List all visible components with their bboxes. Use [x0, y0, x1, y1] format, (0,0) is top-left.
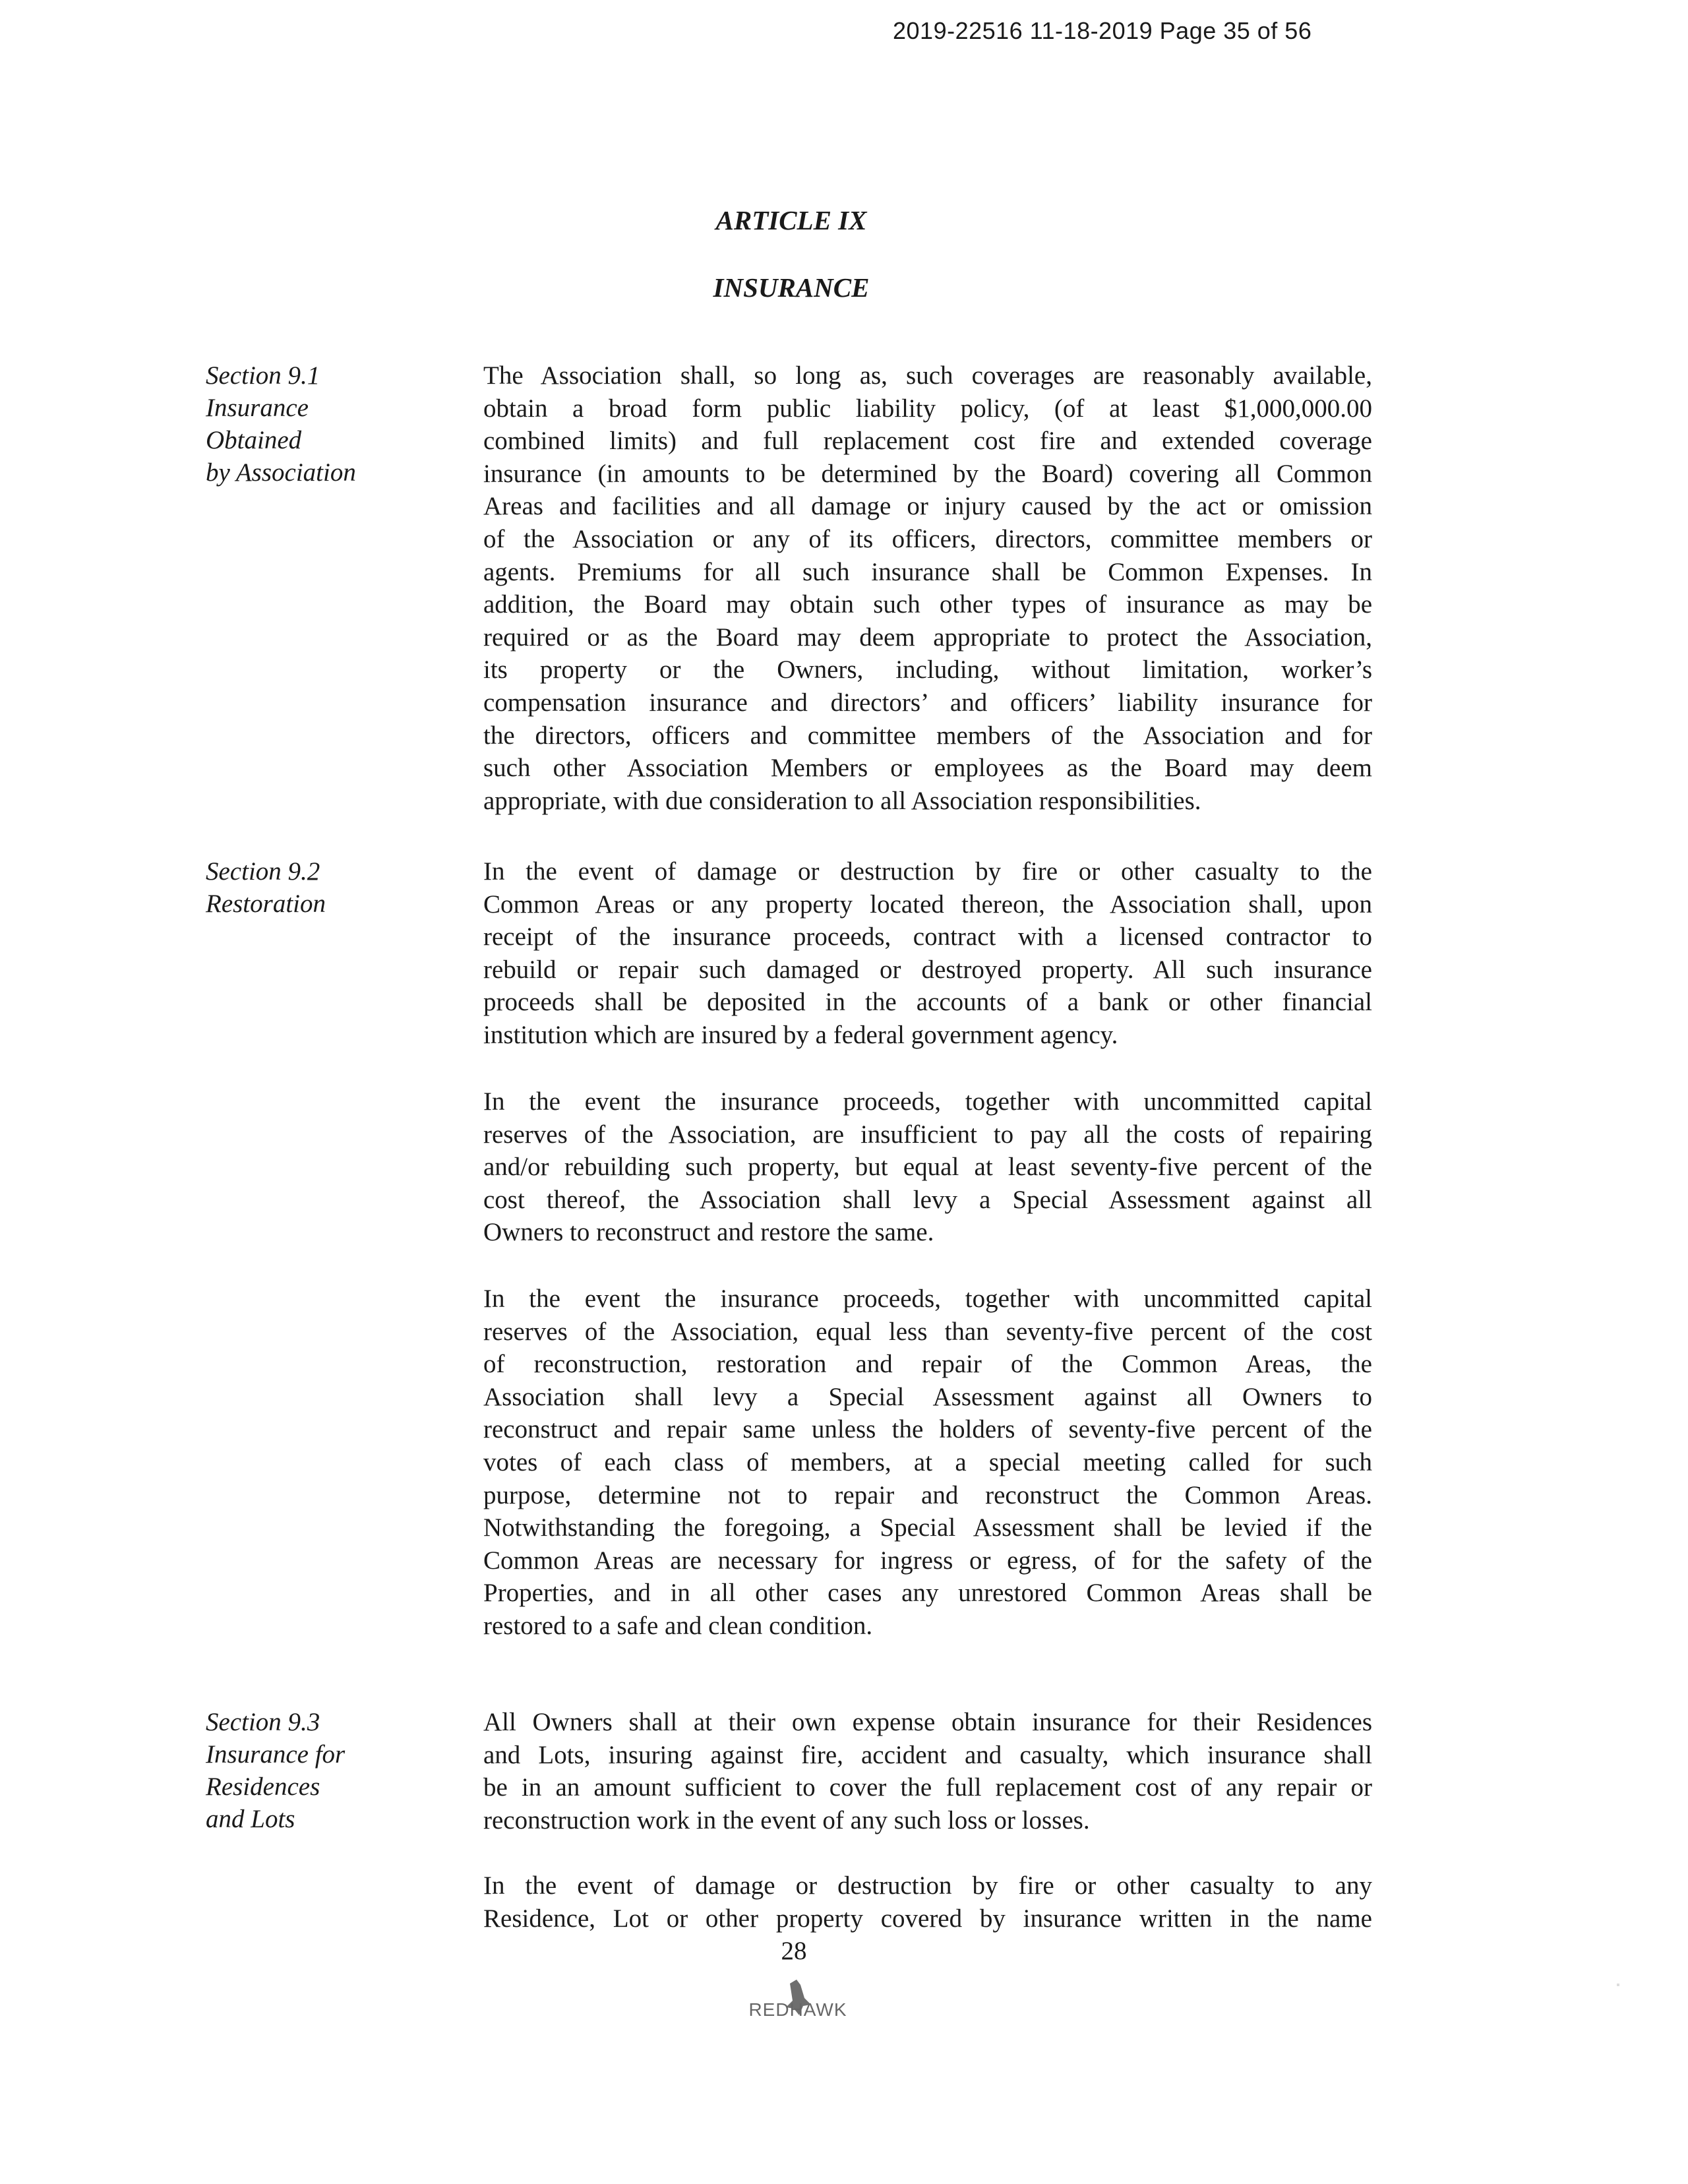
section-label-line: by Association [206, 458, 356, 487]
section-label-line: Insurance for [206, 1740, 346, 1769]
section-9-3-label [206, 1706, 397, 1835]
page-number: 28 [781, 1937, 807, 1965]
text-line: be in an amount sufficient to cover the full replacement cost of any repair or [483, 1773, 1372, 1802]
text-line: its property or the Owners, including, without limitation, worker’s [483, 655, 1372, 684]
article-number: ARTICLE IX [715, 205, 867, 235]
section-label-line: Residences [206, 1773, 320, 1801]
text-line: of the Association or any of its officers, directors, committee members or [483, 524, 1372, 553]
redhawk-logo [712, 1978, 884, 2031]
text-line: receipt of the insurance proceeds, contract with a licensed contractor to [483, 923, 1372, 952]
text-line: obtain a broad form public liability policy, (of at least $1,000,000.00 [483, 394, 1372, 423]
text-line: Owners to reconstruct and restore the same. [483, 1218, 934, 1247]
text-line: insurance (in amounts to be determined by the Board) covering all Common [483, 459, 1372, 488]
text-line: and Lots, insuring against fire, accident and casualty, which insurance shall [483, 1740, 1372, 1769]
text-line: such other Association Members or employees as the Board may deem [483, 754, 1372, 783]
logo-text: REDHAWK [748, 1999, 847, 2020]
text-line: votes of each class of members, at a special meeting called for such [483, 1447, 1372, 1476]
text-line: Properties, and in all other cases any unrestored Common Areas shall be [483, 1579, 1372, 1608]
text-line: reconstruct and repair same unless the holders of seventy-five percent of the [483, 1415, 1372, 1444]
text-line: Areas and facilities and all damage or injury caused by the act or omission [483, 492, 1372, 521]
article-title: INSURANCE [713, 272, 870, 303]
recording-stamp: 2019-22516 11-18-2019 Page 35 of 56 [893, 17, 1312, 44]
section-label-line: and Lots [206, 1805, 295, 1833]
text-line: Notwithstanding the foregoing, a Special Assessment shall be levied if the [483, 1513, 1372, 1542]
text-line: reserves of the Association, are insufficient to pay all the costs of repairing [483, 1120, 1372, 1149]
section-label-line: Section 9.1 [206, 361, 320, 390]
text-line: All Owners shall at their own expense obtain insurance for their Residences [483, 1708, 1372, 1736]
text-line: restored to a safe and clean condition. [483, 1611, 873, 1640]
text-line: In the event the insurance proceeds, together with uncommitted capital [483, 1285, 1372, 1313]
text-line: The Association shall, so long as, such coverages are reasonably available, [483, 361, 1372, 390]
section-label-line: Insurance [206, 394, 309, 422]
text-line: Residence, Lot or other property covered by insurance written in the name [483, 1904, 1372, 1933]
restoration-paragraph-1 [483, 855, 1372, 1052]
restoration-paragraph-3 [483, 1283, 1372, 1643]
scan-artifact [1617, 1984, 1619, 1986]
text-line: and/or rebuilding such property, but equal at least seventy-five percent of the [483, 1153, 1372, 1182]
text-line: institution which are insured by a federal government agency. [483, 1020, 1118, 1049]
text-line: reserves of the Association, equal less than seventy-five percent of the cost [483, 1317, 1372, 1346]
text-line: Association shall levy a Special Assessment against all Owners to [483, 1382, 1372, 1411]
section-label-line: Restoration [206, 890, 326, 918]
text-line: In the event of damage or destruction by fire or other casualty to any [483, 1871, 1372, 1900]
text-line: appropriate, with due consideration to all Association responsibilities. [483, 786, 1201, 815]
text-line: of reconstruction, restoration and repair of the Common Areas, the [483, 1350, 1372, 1379]
section-9-2-label [206, 855, 397, 920]
section-9-1-paragraph [483, 359, 1372, 817]
residence-insurance-paragraph-2 [483, 1869, 1372, 1935]
text-line: combined limits) and full replacement cost fire and extended coverage [483, 427, 1372, 456]
residence-insurance-paragraph-1 [483, 1706, 1372, 1836]
text-line: required or as the Board may deem appropriate to protect the Association, [483, 622, 1372, 652]
text-line: In the event the insurance proceeds, together with uncommitted capital [483, 1087, 1372, 1116]
text-line: addition, the Board may obtain such other types of insurance as may be [483, 590, 1372, 619]
text-line: In the event of damage or destruction by fire or other casualty to the [483, 857, 1372, 886]
text-line: compensation insurance and directors’ and officers’ liability insurance for [483, 688, 1372, 717]
text-line: Common Areas or any property located thereon, the Association shall, upon [483, 890, 1372, 919]
text-line: proceeds shall be deposited in the accounts of a bank or other financial [483, 988, 1372, 1017]
text-line: rebuild or repair such damaged or destroyed property. All such insurance [483, 955, 1372, 984]
text-line: Common Areas are necessary for ingress or egress, of for the safety of the [483, 1546, 1372, 1575]
text-line: the directors, officers and committee members of the Association and for [483, 721, 1372, 750]
text-line: cost thereof, the Association shall levy a Special Assessment against all [483, 1185, 1372, 1214]
section-label-line: Section 9.2 [206, 857, 320, 886]
section-label-line: Obtained [206, 426, 302, 454]
text-line: purpose, determine not to repair and reconstruct the Common Areas. [483, 1480, 1372, 1509]
section-9-1-label [206, 359, 397, 489]
section-label-line: Section 9.3 [206, 1708, 320, 1736]
text-line: agents. Premiums for all such insurance shall be Common Expenses. In [483, 557, 1372, 586]
text-line: reconstruction work in the event of any such loss or losses. [483, 1805, 1090, 1835]
restoration-paragraph-2 [483, 1085, 1372, 1249]
